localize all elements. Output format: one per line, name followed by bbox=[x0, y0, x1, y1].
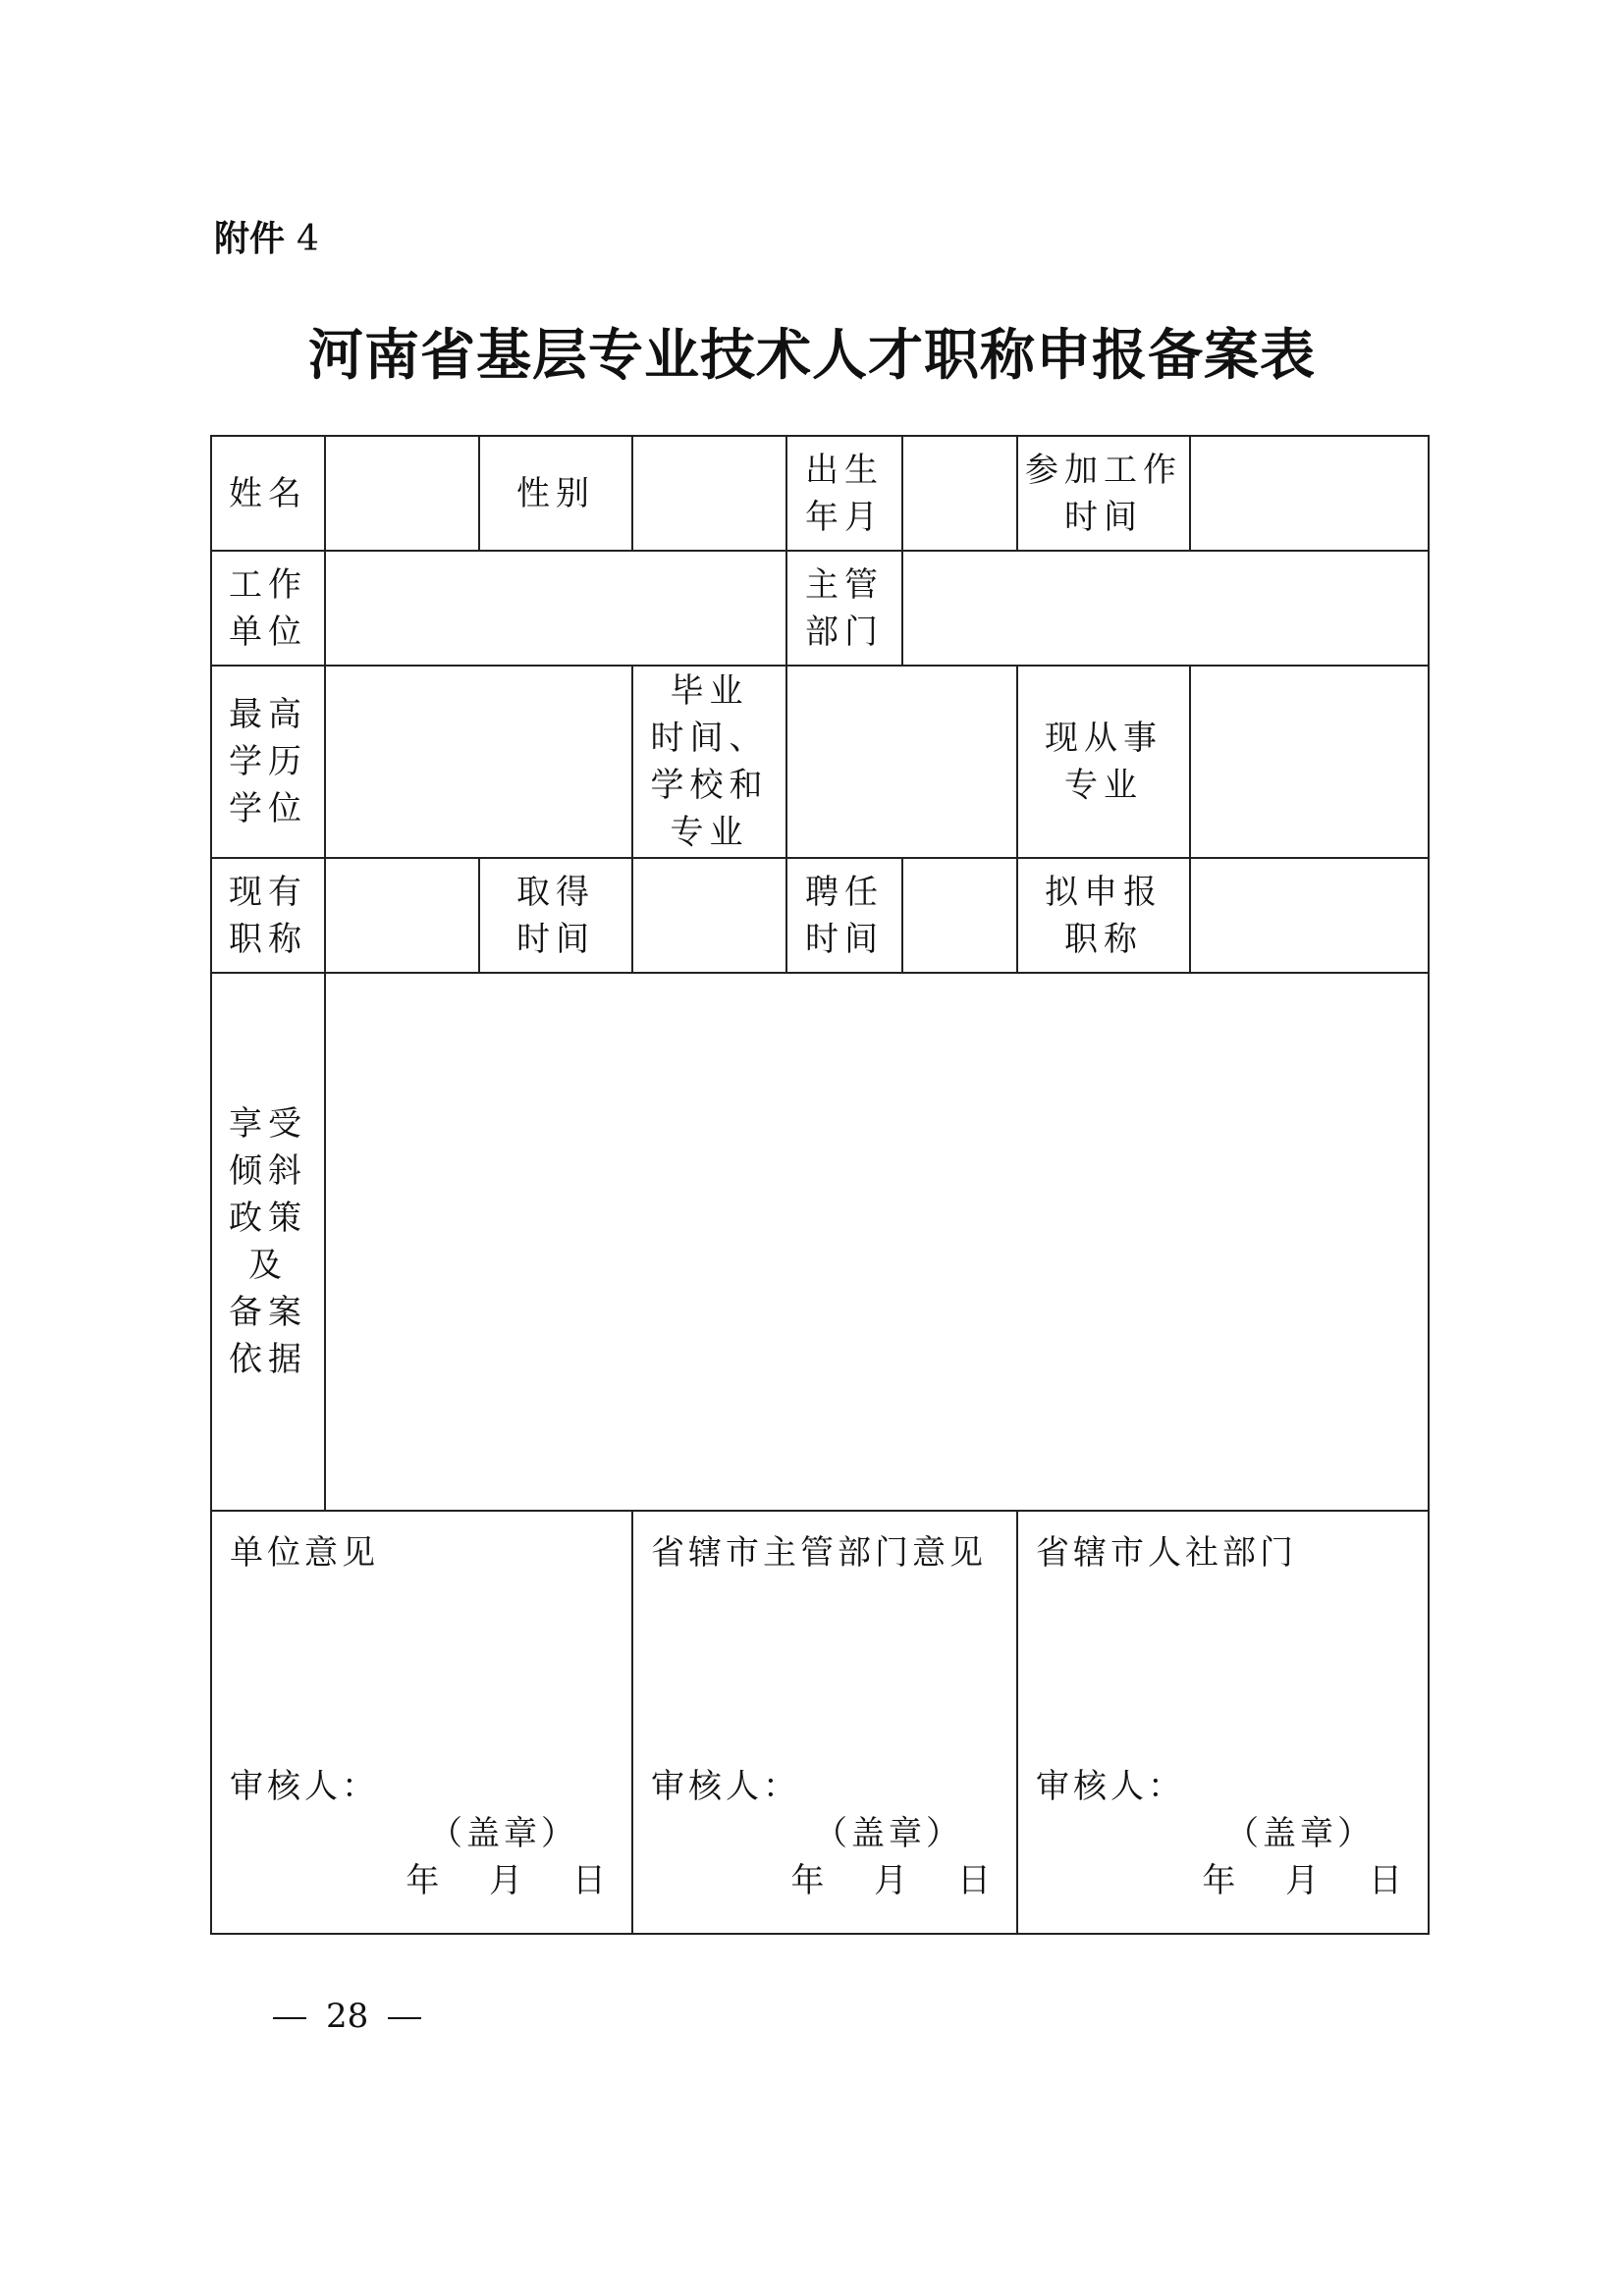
attachment-label bbox=[214, 211, 319, 261]
page-footer bbox=[253, 1997, 441, 2036]
page-title: 河南省基层专业技术人才职称申报备案表 bbox=[308, 323, 1316, 388]
footer-dash-left bbox=[273, 2017, 306, 2019]
current-title-field[interactable] bbox=[325, 858, 479, 973]
proposed-title-field[interactable] bbox=[1190, 858, 1429, 973]
supervisor-field[interactable] bbox=[902, 551, 1429, 666]
name-field[interactable] bbox=[325, 436, 479, 551]
graduation-field[interactable] bbox=[786, 666, 1017, 858]
employer-label: 工作 单位 bbox=[211, 551, 325, 666]
obtain-time-label: 取得 时间 bbox=[479, 858, 632, 973]
appoint-time-label: 聘任 时间 bbox=[786, 858, 902, 973]
work-start-label: 参加工作 时间 bbox=[1017, 436, 1190, 551]
proposed-title-label: 拟申报 职称 bbox=[1017, 858, 1190, 973]
current-title-label: 现有 职称 bbox=[211, 858, 325, 973]
attachment-number: 4 bbox=[297, 219, 319, 259]
city-hr-heading: 省辖市人社部门 bbox=[1036, 1533, 1297, 1573]
gender-field[interactable] bbox=[632, 436, 786, 551]
employer-field[interactable] bbox=[325, 551, 786, 666]
city-hr-seal-label: （盖章） bbox=[1225, 1814, 1375, 1853]
city-supervisor-opinion-cell[interactable] bbox=[632, 1511, 1017, 1934]
supervisor-label: 主管 部门 bbox=[786, 551, 902, 666]
unit-seal-label: （盖章） bbox=[429, 1814, 578, 1853]
education-label: 最高 学历 学位 bbox=[211, 666, 325, 858]
footer-dash-right bbox=[388, 2017, 421, 2019]
obtain-time-field[interactable] bbox=[632, 858, 786, 973]
unit-opinion-cell[interactable] bbox=[211, 1511, 632, 1934]
city-supervisor-heading: 省辖市主管部门意见 bbox=[651, 1533, 987, 1573]
city-supervisor-reviewer-label: 审核人： bbox=[651, 1767, 800, 1806]
current-major-field[interactable] bbox=[1190, 666, 1429, 858]
work-start-field[interactable] bbox=[1190, 436, 1429, 551]
filing-form-table bbox=[210, 435, 1430, 1935]
unit-opinion-heading: 单位意见 bbox=[230, 1533, 379, 1573]
city-hr-date-label: 年 月 日 bbox=[1202, 1861, 1406, 1900]
name-label: 姓名 bbox=[211, 436, 325, 551]
birth-label: 出生 年月 bbox=[786, 436, 902, 551]
policy-basis-label: 享受 倾斜 政策及 备案 依据 bbox=[211, 973, 325, 1511]
page-number: 28 bbox=[326, 1997, 369, 2036]
policy-basis-field[interactable] bbox=[325, 973, 1429, 1511]
gender-label: 性别 bbox=[479, 436, 632, 551]
attachment-text: 附件 bbox=[214, 219, 286, 259]
city-hr-reviewer-label: 审核人： bbox=[1036, 1767, 1185, 1806]
birth-field[interactable] bbox=[902, 436, 1017, 551]
city-hr-opinion-cell[interactable] bbox=[1017, 1511, 1429, 1934]
unit-date-label: 年 月 日 bbox=[406, 1861, 610, 1900]
unit-reviewer-label: 审核人： bbox=[230, 1767, 379, 1806]
appoint-time-field[interactable] bbox=[902, 858, 1017, 973]
current-major-label: 现从事 专业 bbox=[1017, 666, 1190, 858]
city-supervisor-seal-label: （盖章） bbox=[814, 1814, 963, 1853]
education-field[interactable] bbox=[325, 666, 632, 858]
city-supervisor-date-label: 年 月 日 bbox=[790, 1861, 995, 1900]
graduation-label: 毕业 时间、 学校和 专业 bbox=[632, 666, 786, 858]
